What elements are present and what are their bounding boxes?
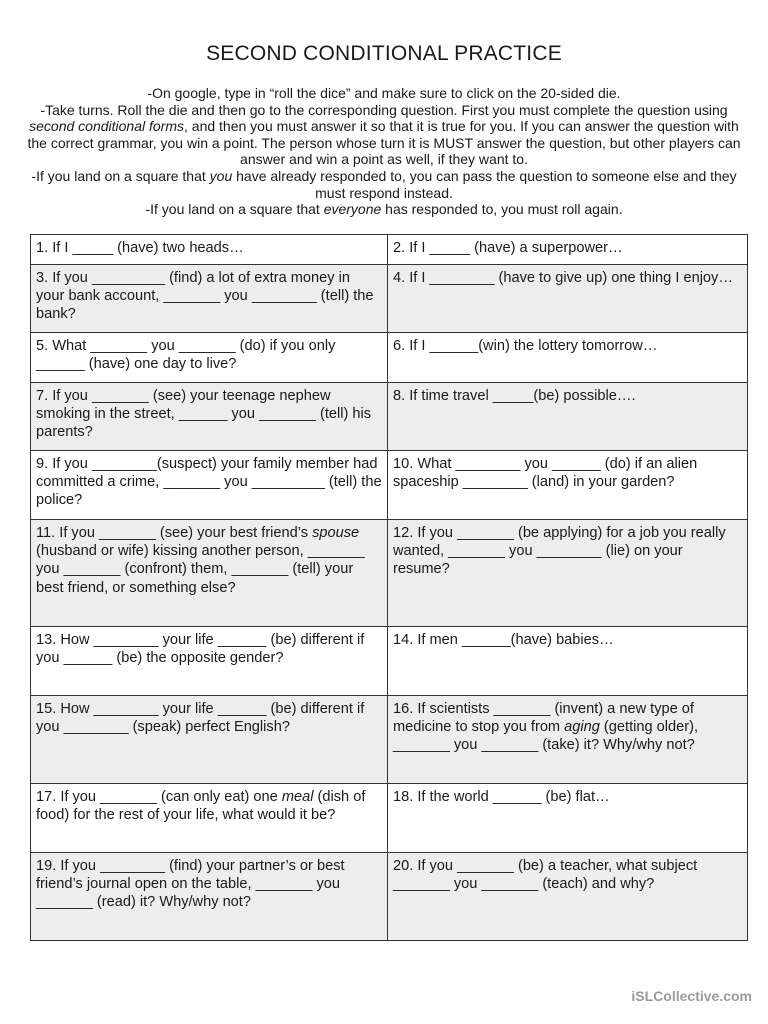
question-4: 4. If I ________ (have to give up) one thing I enjoy… xyxy=(388,265,748,333)
question-8: 8. If time travel _____(be) possible…. xyxy=(388,383,748,451)
question-16: 16. If scientists _______ (invent) a new type of medicine to stop you from aging (getting older), _______ you _______ (take) it? Why/why not? xyxy=(388,696,748,784)
instruction-line-2: -Take turns. Roll the die and then go to the corresponding question. First you must complete the question using second conditional forms, and then you must answer it so that it is true for you. If you can answer the question with the correct grammar, you win a point. The person whose turn it is MUST answer the question, but other players can answer and win a point as well, if they want to. xyxy=(27,101,741,168)
table-row xyxy=(31,383,748,451)
question-14: 14. If men ______(have) babies… xyxy=(388,627,748,696)
question-18: 18. If the world ______ (be) flat… xyxy=(388,784,748,853)
table-row xyxy=(31,696,748,784)
question-3: 3. If you _________ (find) a lot of extra money in your bank account, _______ you ________ (tell) the bank? xyxy=(31,265,388,333)
table-row xyxy=(31,853,748,941)
watermark-footer: iSLCollective.com xyxy=(631,988,752,1004)
table-row xyxy=(31,265,748,333)
question-6: 6. If I ______(win) the lottery tomorrow… xyxy=(388,333,748,383)
question-17: 17. If you _______ (can only eat) one meal (dish of food) for the rest of your life, what would it be? xyxy=(31,784,388,853)
table-row xyxy=(31,235,748,265)
instruction-line-4: -If you land on a square that everyone has responded to, you must roll again. xyxy=(145,201,623,218)
table-row xyxy=(31,333,748,383)
question-7: 7. If you _______ (see) your teenage nephew smoking in the street, ______ you _______ (tell) his parents? xyxy=(31,383,388,451)
question-20: 20. If you _______ (be) a teacher, what subject _______ you _______ (teach) and why? xyxy=(388,853,748,941)
table-row xyxy=(31,627,748,696)
question-13: 13. How ________ your life ______ (be) different if you ______ (be) the opposite gender? xyxy=(31,627,388,696)
question-1: 1. If I _____ (have) two heads… xyxy=(31,235,388,265)
question-2: 2. If I _____ (have) a superpower… xyxy=(388,235,748,265)
question-9: 9. If you ________(suspect) your family member had committed a crime, _______ you _________ (tell) the police? xyxy=(31,451,388,520)
question-15: 15. How ________ your life ______ (be) different if you ________ (speak) perfect English? xyxy=(31,696,388,784)
question-10: 10. What ________ you ______ (do) if an alien spaceship ________ (land) in your garden? xyxy=(388,451,748,520)
page-title: SECOND CONDITIONAL PRACTICE xyxy=(206,42,562,65)
instructions xyxy=(18,85,750,218)
questions-table xyxy=(30,234,748,941)
instruction-line-1: -On google, type in “roll the dice” and make sure to click on the 20-sided die. xyxy=(147,85,621,101)
table-row xyxy=(31,520,748,627)
question-11: 11. If you _______ (see) your best friend’s spouse (husband or wife) kissing another person, _______ you _______ (confront) them, _______ (tell) your best friend, or something else? xyxy=(31,520,388,627)
table-row xyxy=(31,451,748,520)
question-5: 5. What _______ you _______ (do) if you only ______ (have) one day to live? xyxy=(31,333,388,383)
instruction-line-3: -If you land on a square that you have already responded to, you can pass the question to someone else and they must respond instead. xyxy=(31,167,737,201)
table-row xyxy=(31,784,748,853)
question-12: 12. If you _______ (be applying) for a job you really wanted, _______ you ________ (lie) on your resume? xyxy=(388,520,748,627)
question-19: 19. If you ________ (find) your partner’s or best friend’s journal open on the table, _______ you _______ (read) it? Why/why not? xyxy=(31,853,388,941)
